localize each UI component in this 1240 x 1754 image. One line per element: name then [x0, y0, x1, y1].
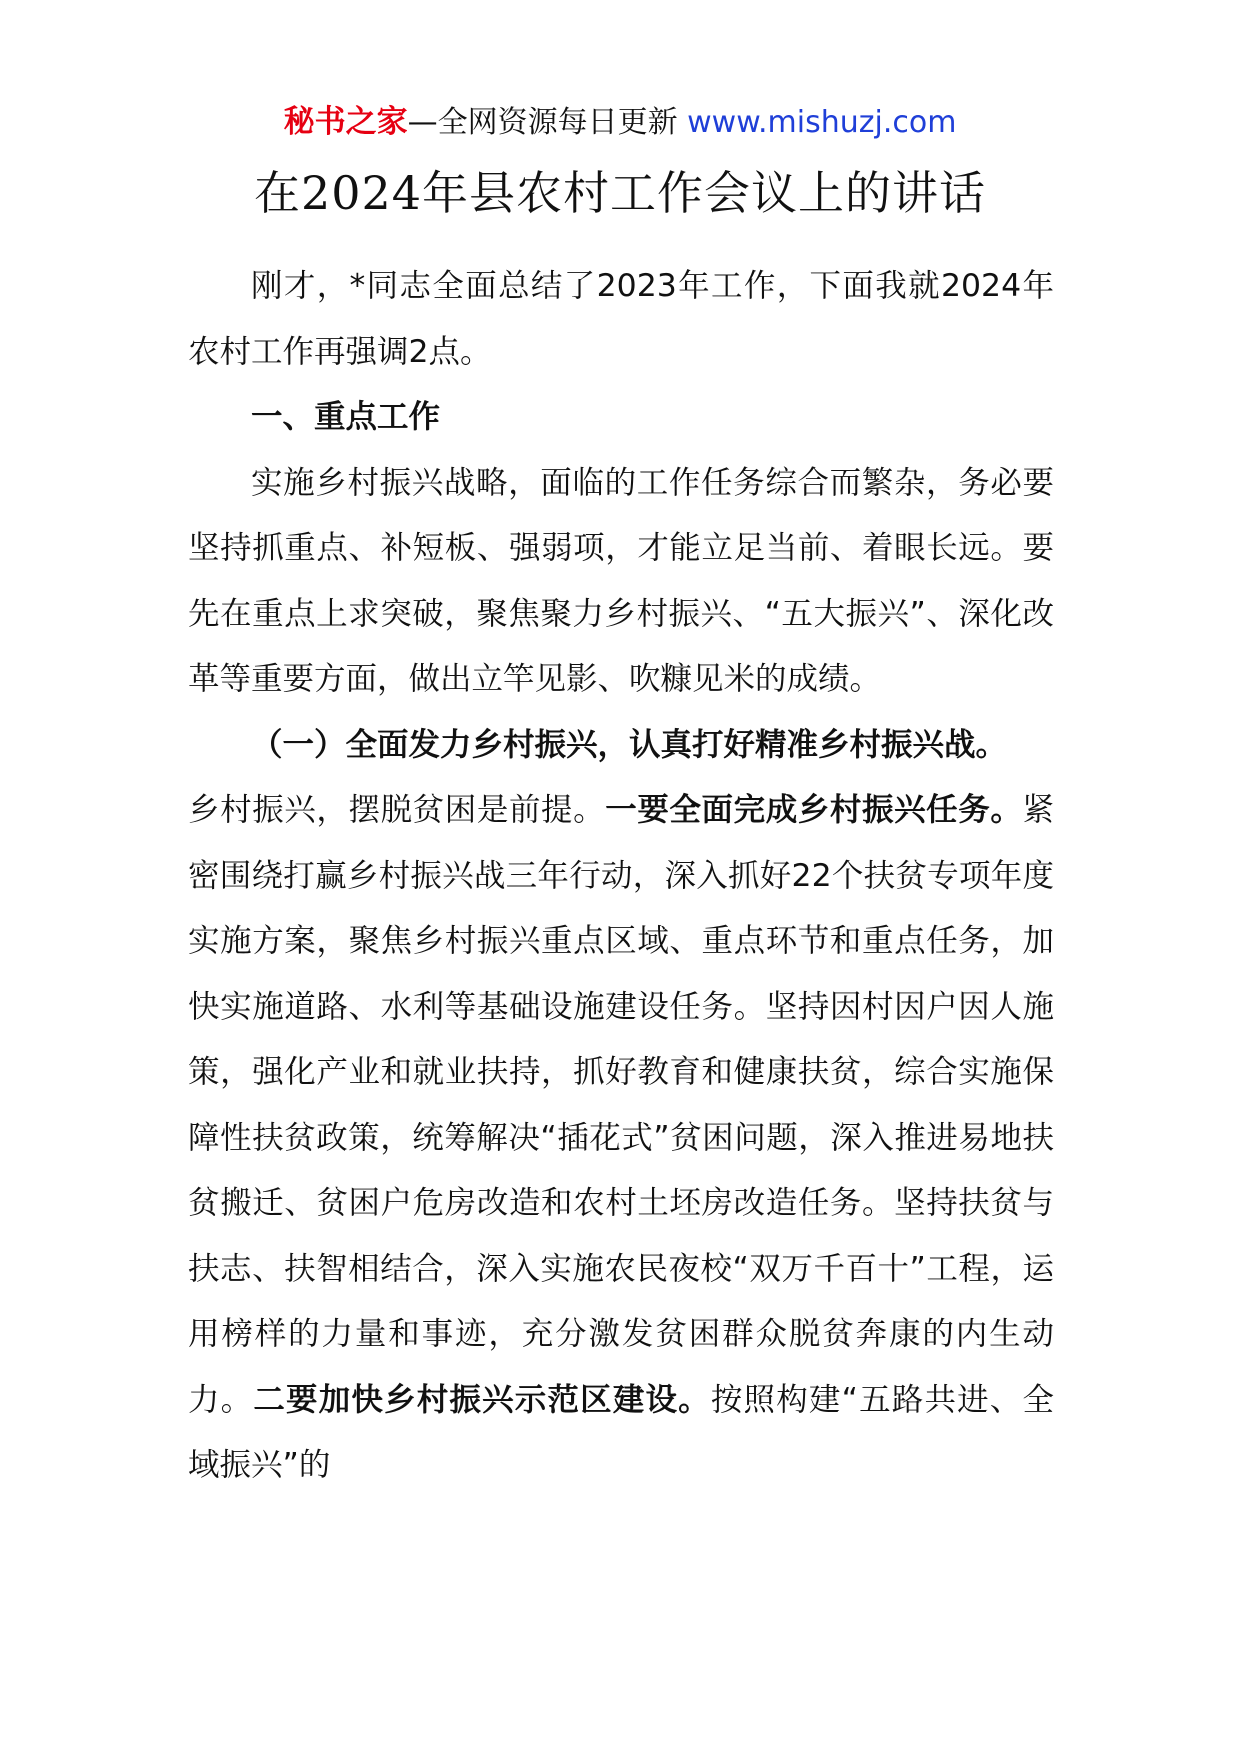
subsection-text-3: 按照构建“五路共进、全域振兴”的 — [188, 1381, 1054, 1483]
subsection-bold-point-1: 一要全面完成乡村振兴任务。 — [605, 792, 1023, 828]
subsection-paragraph — [188, 778, 1054, 1499]
subsection-heading: （一）全面发力乡村振兴，认真打好精准乡村振兴战。 — [251, 726, 1008, 763]
subsection-text-1: 乡村振兴，摆脱贫困是前提。 — [188, 792, 606, 828]
section-paragraph: 实施乡村振兴战略，面临的工作任务综合而繁杂，务必要坚持抓重点、补短板、强弱项，才能立足当前、着眼长远。要先在重点上求突破，聚焦聚力乡村振兴、“五大振兴”、深化改革等重要方面，做出立竿见影、吹糠见米的成绩。 — [188, 464, 1054, 697]
brand-name: 秘书之家 — [283, 104, 408, 140]
header-tagline: —全网资源每日更新 — [407, 105, 688, 140]
site-header — [0, 100, 1240, 145]
title-year: 2024 — [300, 166, 423, 220]
title-prefix: 在 — [253, 166, 301, 220]
section-heading: 一、重点工作 — [251, 399, 441, 435]
subsection-bold-point-2: 二要加快乡村振兴示范区建设。 — [253, 1381, 711, 1418]
subsection-text-2: 紧密围绕打赢乡村振兴战三年行动，深入抓好22个扶贫专项年度实施方案，聚焦乡村振兴重点区域、重点环节和重点任务，加快实施道路、水利等基础设施建设任务。坚持因村因户因人施策，强化产业和就业扶持，抓好教育和健康扶贫，综合实施保障性扶贫政策，统筹解决“插花式”贫困问题，深入推进易地扶贫搬迁、贫困户危房改造和农村土坯房改造任务。坚持扶贫与扶志、扶智相结合，深入实施农民夜校“双万千百十”工程，运用榜样的力量和事迹，充分激发贫困群众脱贫奔康的内生动力。 — [188, 792, 1054, 1418]
title-suffix: 年县农村工作会议上的讲话 — [422, 166, 987, 220]
document-body — [188, 254, 1054, 1499]
intro-paragraph: 刚才，*同志全面总结了2023年工作，下面我就2024年农村工作再强调2点。 — [188, 268, 1054, 370]
document-title — [0, 160, 1240, 226]
site-url-link[interactable]: www.mishuzj.com — [687, 105, 957, 140]
